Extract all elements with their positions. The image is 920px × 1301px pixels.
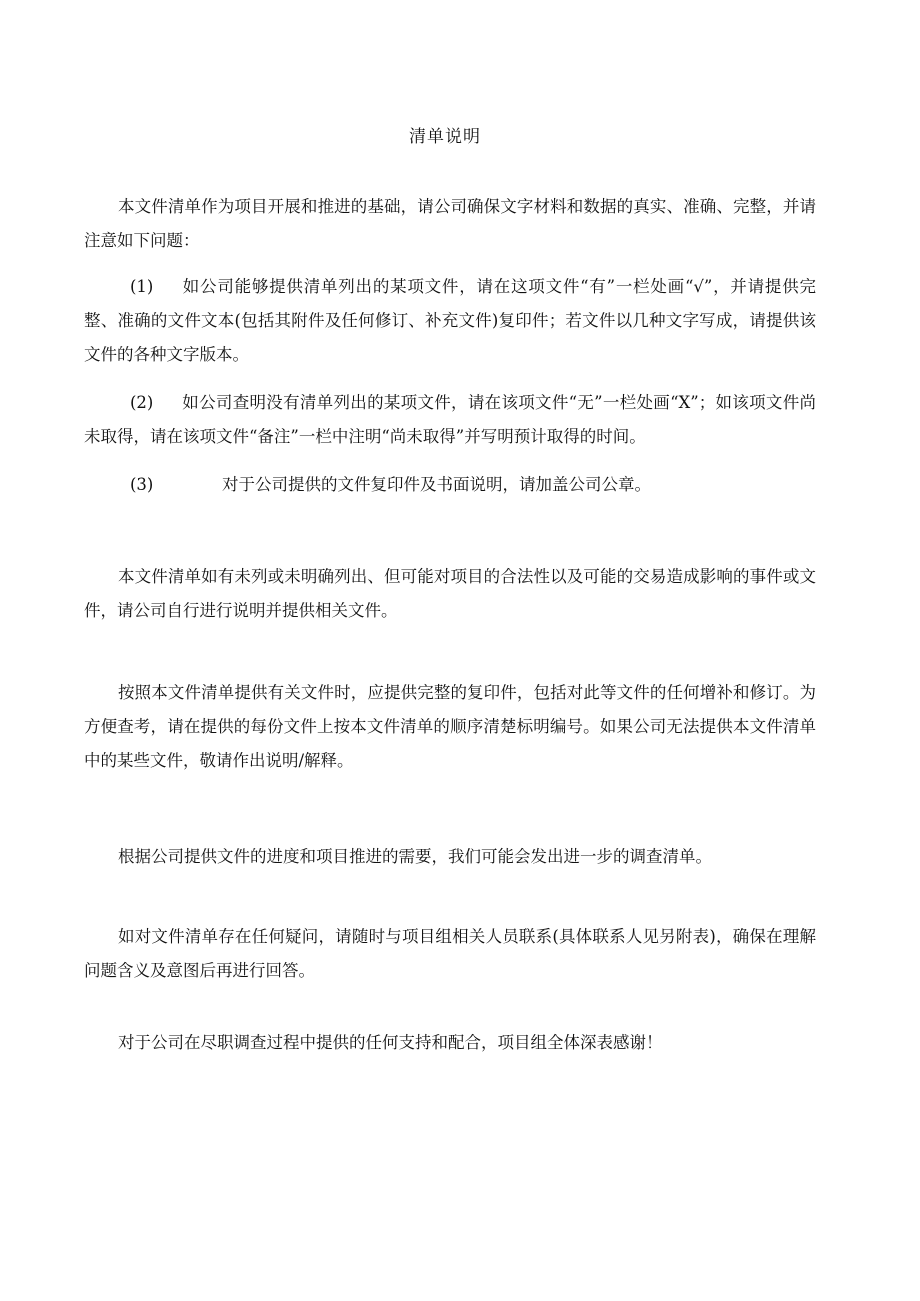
list-item-1 xyxy=(84,270,816,372)
list-item-2-number: (2) xyxy=(130,393,154,412)
followup-paragraph: 根据公司提供文件的进度和项目推进的需要，我们可能会发出进一步的调查清单。 xyxy=(118,847,712,866)
copies-instructions-paragraph: 按照本文件清单提供有关文件时，应提供完整的复印件，包括对此等文件的任何增补和修订。为方便查考，请在提供的每份文件上按本文件清单的顺序清楚标明编号。如果公司无法提供本文件清单中的某些文件，敬请作出说明/解释。 xyxy=(84,683,816,770)
list-item-3-number: (3) xyxy=(130,475,154,494)
list-item-2 xyxy=(84,386,816,454)
list-item-3 xyxy=(84,468,816,502)
thanks-paragraph: 对于公司在尽职调查过程中提供的任何支持和配合，项目组全体深表感谢！ xyxy=(118,1033,663,1052)
page-title: 清单说明 xyxy=(409,127,481,147)
list-item-2-text: 如公司查明没有清单列出的某项文件，请在该项文件“无”一栏处画“X”；如该项文件尚未取得，请在该项文件“备注”一栏中注明“尚未取得”并写明预计取得的时间。 xyxy=(84,393,816,446)
list-item-3-text: 对于公司提供的文件复印件及书面说明，请加盖公司公章。 xyxy=(222,475,651,494)
unlisted-documents-paragraph: 本文件清单如有未列或未明确列出、但可能对项目的合法性以及可能的交易造成影响的事件或文件，请公司自行进行说明并提供相关文件。 xyxy=(84,567,816,620)
intro-paragraph: 本文件清单作为项目开展和推进的基础，请公司确保文字材料和数据的真实、准确、完整，并请注意如下问题： xyxy=(84,197,816,250)
list-item-1-text: 如公司能够提供清单列出的某项文件，请在这项文件“有”一栏处画“√”，并请提供完整、准确的文件文本(包括其附件及任何修订、补充文件)复印件；若文件以几种文字写成，请提供该文件的各种文字版本。 xyxy=(84,277,816,364)
questions-paragraph: 如对文件清单存在任何疑问，请随时与项目组相关人员联系(具体联系人见另附表)，确保在理解问题含义及意图后再进行回答。 xyxy=(84,927,816,980)
list-item-1-number: (1) xyxy=(130,277,154,296)
